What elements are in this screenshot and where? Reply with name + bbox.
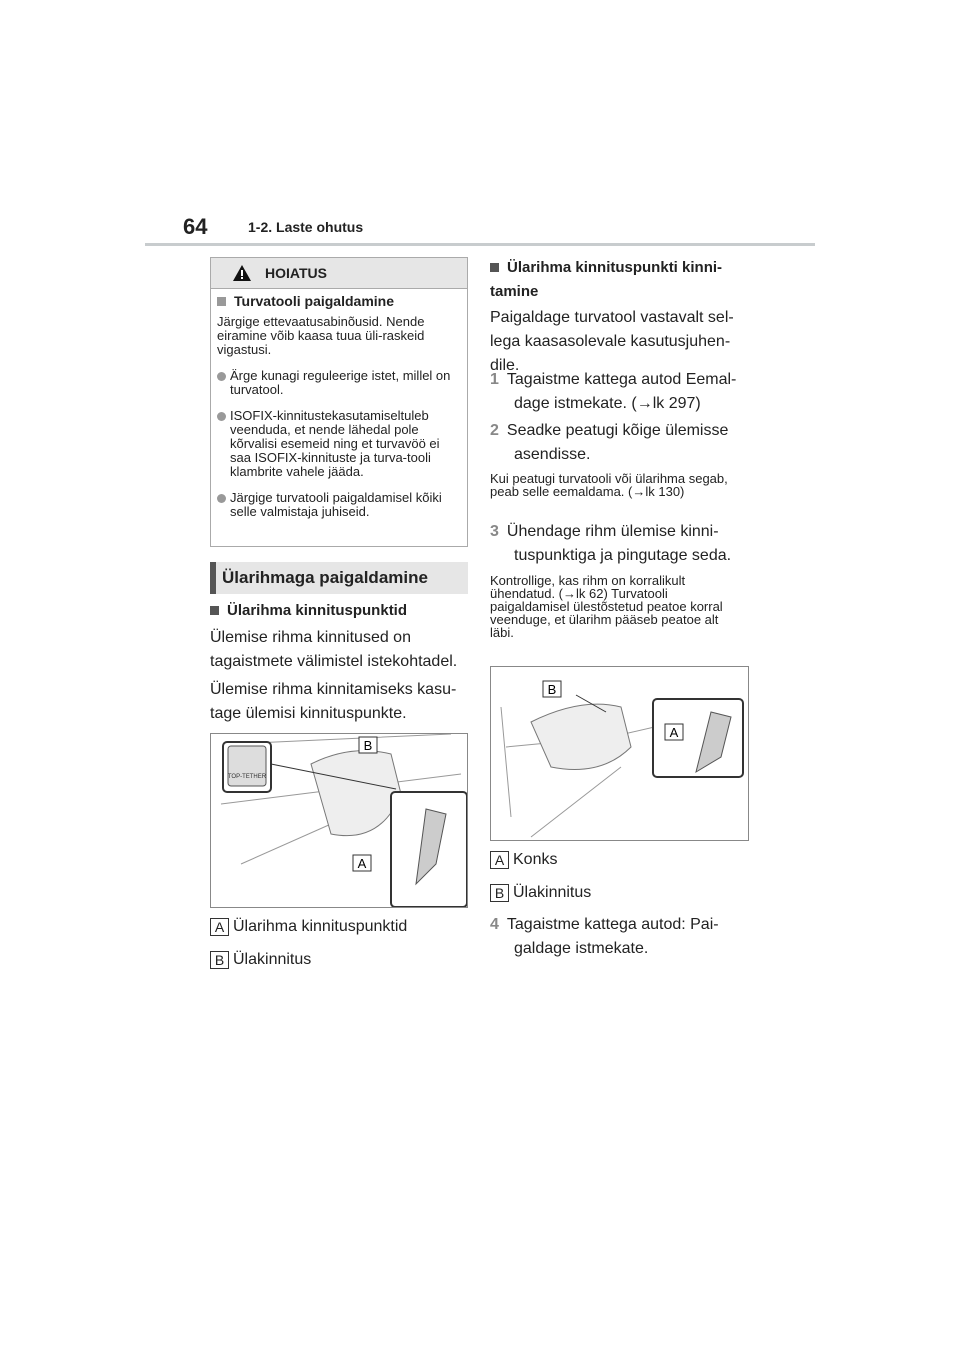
figure-label-b: B [547,682,557,697]
tether-anchor-illustration [210,733,468,908]
warning-bullet: ISOFIX-kinnitustekasutamiseltuleb veenduda, et nende lähedal pole kõrvalisi esemeid ning et turvavöö ei saa ISOFIX-kinnituste ja turva-tooli klambrite vahele jääda. [217,409,461,479]
figure-label-a: A [357,856,367,871]
warning-bullet: Ärge kunagi reguleerige istet, millel on turvatool. [217,369,461,397]
square-bullet-icon [490,263,499,272]
hook-attach-illustration [490,666,749,841]
square-bullet-icon [217,297,226,306]
square-bullet-icon [210,606,219,615]
page-number: 64 [183,214,208,239]
step-3: 3 Ühendage rihm ülemise kinni-tuspunktiga ja pingutage seda. [490,523,732,564]
right-subhead: Ülarihma kinnituspunkti kinni-tamine [490,259,723,300]
legend-item-b: B Ülakinnitus [490,884,591,902]
warning-bullet: Järgige turvatooli paigaldamisel kõiki selle valmistaja juhiseid. [217,491,461,519]
right-intro: Paigaldage turvatool vastavalt sel-lega kaasasolevale kasutusjuhen-dile. [490,309,734,374]
legend-item-a: A Konks [490,851,557,869]
warning-triangle-icon [233,265,251,281]
note-2: Kontrollige, kas rihm on korralikult ühendatud. (→lk 62) Turvatooli paigaldamisel ülestõstetud peatoe korral veenduge, et ülarihm pääseb peatoe alt läbi. [490,573,723,640]
section-title: Ülarihmaga paigaldamine [210,562,468,594]
warning-box [210,257,468,547]
step-2: 2 Seadke peatugi kõige ülemisse asendisse. [490,422,729,463]
header-rule [145,243,815,246]
figure-label-a: A [669,725,679,740]
legend-item-a: A Ülarihma kinnituspunktid [210,918,407,936]
step-4: 4 Tagaistme kattega autod: Pai-galdage istmekate. [490,916,719,957]
left-paragraph-2: Ülemise rihma kinnitamiseks kasu-tage ülemisi kinnituspunkte. [210,681,457,722]
step-1: 1 Tagaistme kattega autod Eemal-dage istmekate. (→lk 297) [490,371,737,412]
top-tether-label: TOP-TETHER [227,774,267,780]
figure-label-b: B [363,738,373,753]
legend-item-b: B Ülakinnitus [210,951,311,969]
warning-header [211,258,467,289]
warning-title: HOIATUS [265,265,327,281]
warning-intro: Järgige ettevaatusabinõusid. Nende eiramine võib kaasa tuua üli-raskeid vigastusi. [217,314,425,357]
note-1: Kui peatugi turvatooli või ülarihma segab, peab selle eemaldama. (→lk 130) [490,471,728,499]
left-subhead: Ülarihma kinnituspunktid [210,602,468,619]
warning-subtitle: Turvatooli paigaldamine [234,293,394,309]
left-paragraph-1: Ülemise rihma kinnitused on tagaistmete välimistel istekohtadel. [210,629,458,670]
section-header: 1-2. Laste ohutus [248,219,364,235]
